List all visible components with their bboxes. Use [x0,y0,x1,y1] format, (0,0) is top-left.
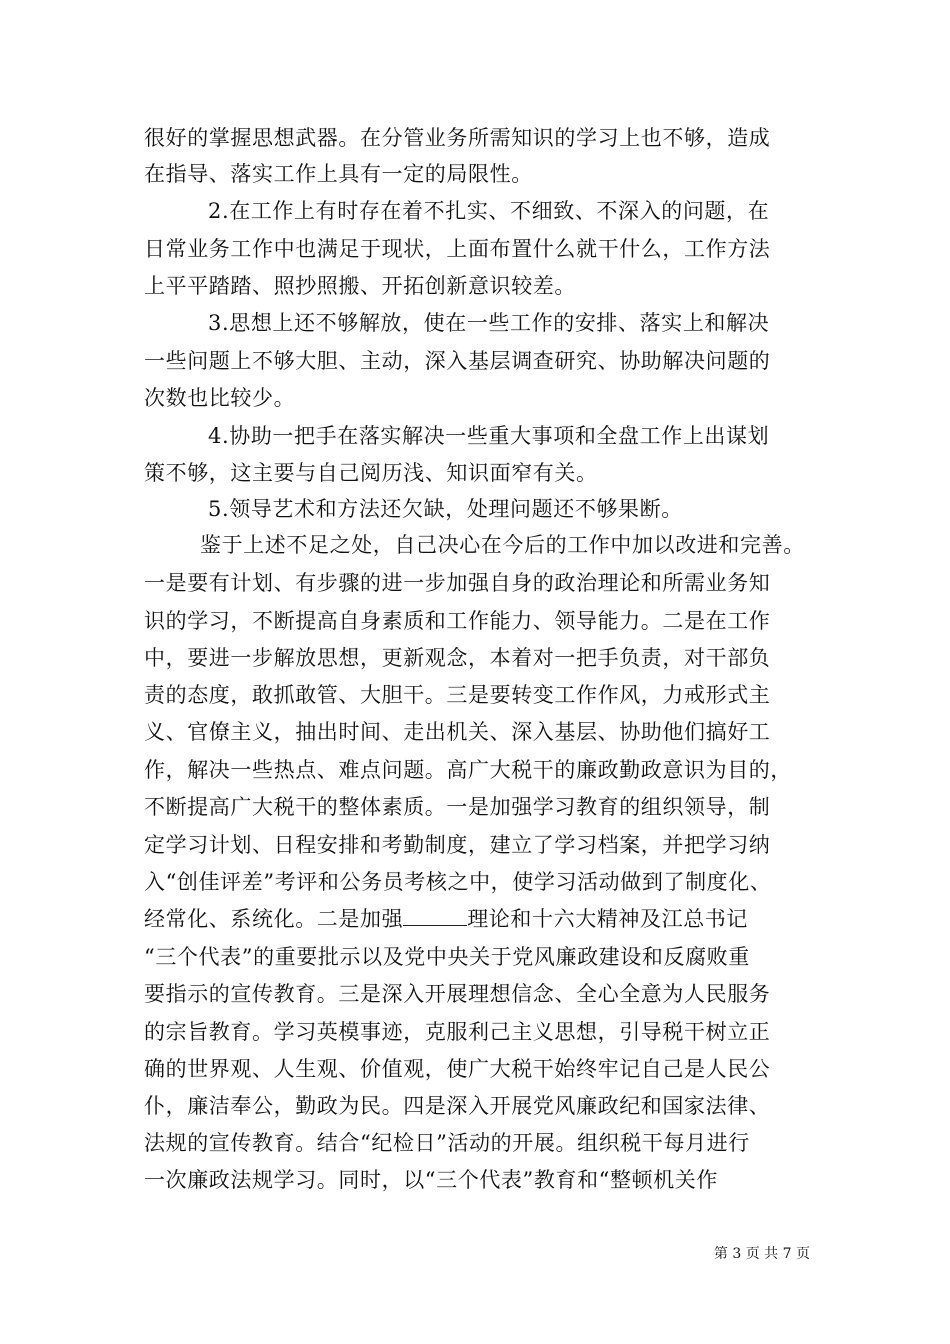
paragraph-start: 鉴于上述不足之处，自己决心在今后的工作中加以改进和完善。 [200,533,805,557]
text-line: 很好的掌握思想武器。在分管业务所需知识的学习上也不够，造成 [144,126,771,150]
text-line: 一些问题上不够大胆、主动，深入基层调查研究、协助解决问题的 [144,349,771,373]
text-line: “三个代表”的重要批示以及党中央关于党风廉政建设和反腐败重 [144,945,750,969]
text-line: 入“创佳评差”考评和公务员考核之中，使学习活动做到了制度化、 [144,870,772,894]
fill-in-blank [403,907,467,926]
text-line: 策不够，这主要与自己阅历浅、知识面窄有关。 [144,461,598,485]
numbered-item-5: 5.领导艺术和方法还欠缺，处理问题还不够果断。 [208,497,683,521]
text-line: 义、官僚主义，抽出时间、走出机关、深入基层、协助他们搞好工 [144,720,771,744]
text-segment: 理论和十六大精神及江总书记 [467,907,749,931]
text-line: 识的学习，不断提高自身素质和工作能力、领导能力。二是在工作 [144,609,771,633]
text-line: 确的世界观、人生观、价值观，使广大税干始终牢记自己是人民公 [144,1057,771,1081]
page-number: 第 3 页 共 7 页 [713,1246,810,1262]
text-line: 日常业务工作中也满足于现状，上面布置什么就干什么，工作方法 [144,237,771,261]
text-line: 要指示的宣传教育。三是深入开展理想信念、全心全意为人民服务 [144,982,771,1006]
text-line: 的宗旨教育。学习英模事迹，克服利己主义思想，引导税干树立正 [144,1020,771,1044]
text-line: 定学习计划、日程安排和考勤制度，建立了学习档案，并把学习纳 [144,833,771,857]
text-line: 法规的宣传教育。结合“纪检日”活动的开展。组织税干每月进行 [144,1131,750,1155]
text-line: 在指导、落实工作上具有一定的局限性。 [144,162,533,186]
numbered-item-4: 4.协助一把手在落实解决一些重大事项和全盘工作上出谋划 [208,424,770,448]
numbered-item-2: 2.在工作上有时存在着不扎实、不细致、不深入的问题，在 [208,199,770,223]
text-line: 一是要有计划、有步骤的进一步加强自身的政治理论和所需业务知 [144,571,771,595]
text-line: 责的态度，敢抓敢管、大胆干。三是要转变工作作风，力戒形式主 [144,683,771,707]
text-line: 仆，廉洁奉公，勤政为民。四是深入开展党风廉政纪和国家法律、 [144,1094,771,1118]
text-segment: 经常化、系统化。二是加强 [144,907,404,931]
text-line: 作，解决一些热点、难点问题。高广大税干的廉政勤政意识为目的， [144,758,792,782]
text-line: 上平平踏踏、照抄照搬、开拓创新意识较差。 [144,274,576,298]
text-line: 一次廉政法规学习。同时，以“三个代表”教育和“整顿机关作 [144,1168,719,1192]
text-line: 次数也比较少。 [144,386,296,410]
text-line: 中，要进一步解放思想，更新观念，本着对一把手负责，对干部负 [144,646,771,670]
text-line: 不断提高广大税干的整体素质。一是加强学习教育的组织领导，制 [144,795,771,819]
numbered-item-3: 3.思想上还不够解放，使在一些工作的安排、落实上和解决 [208,311,770,335]
text-line-with-blank [144,901,824,937]
